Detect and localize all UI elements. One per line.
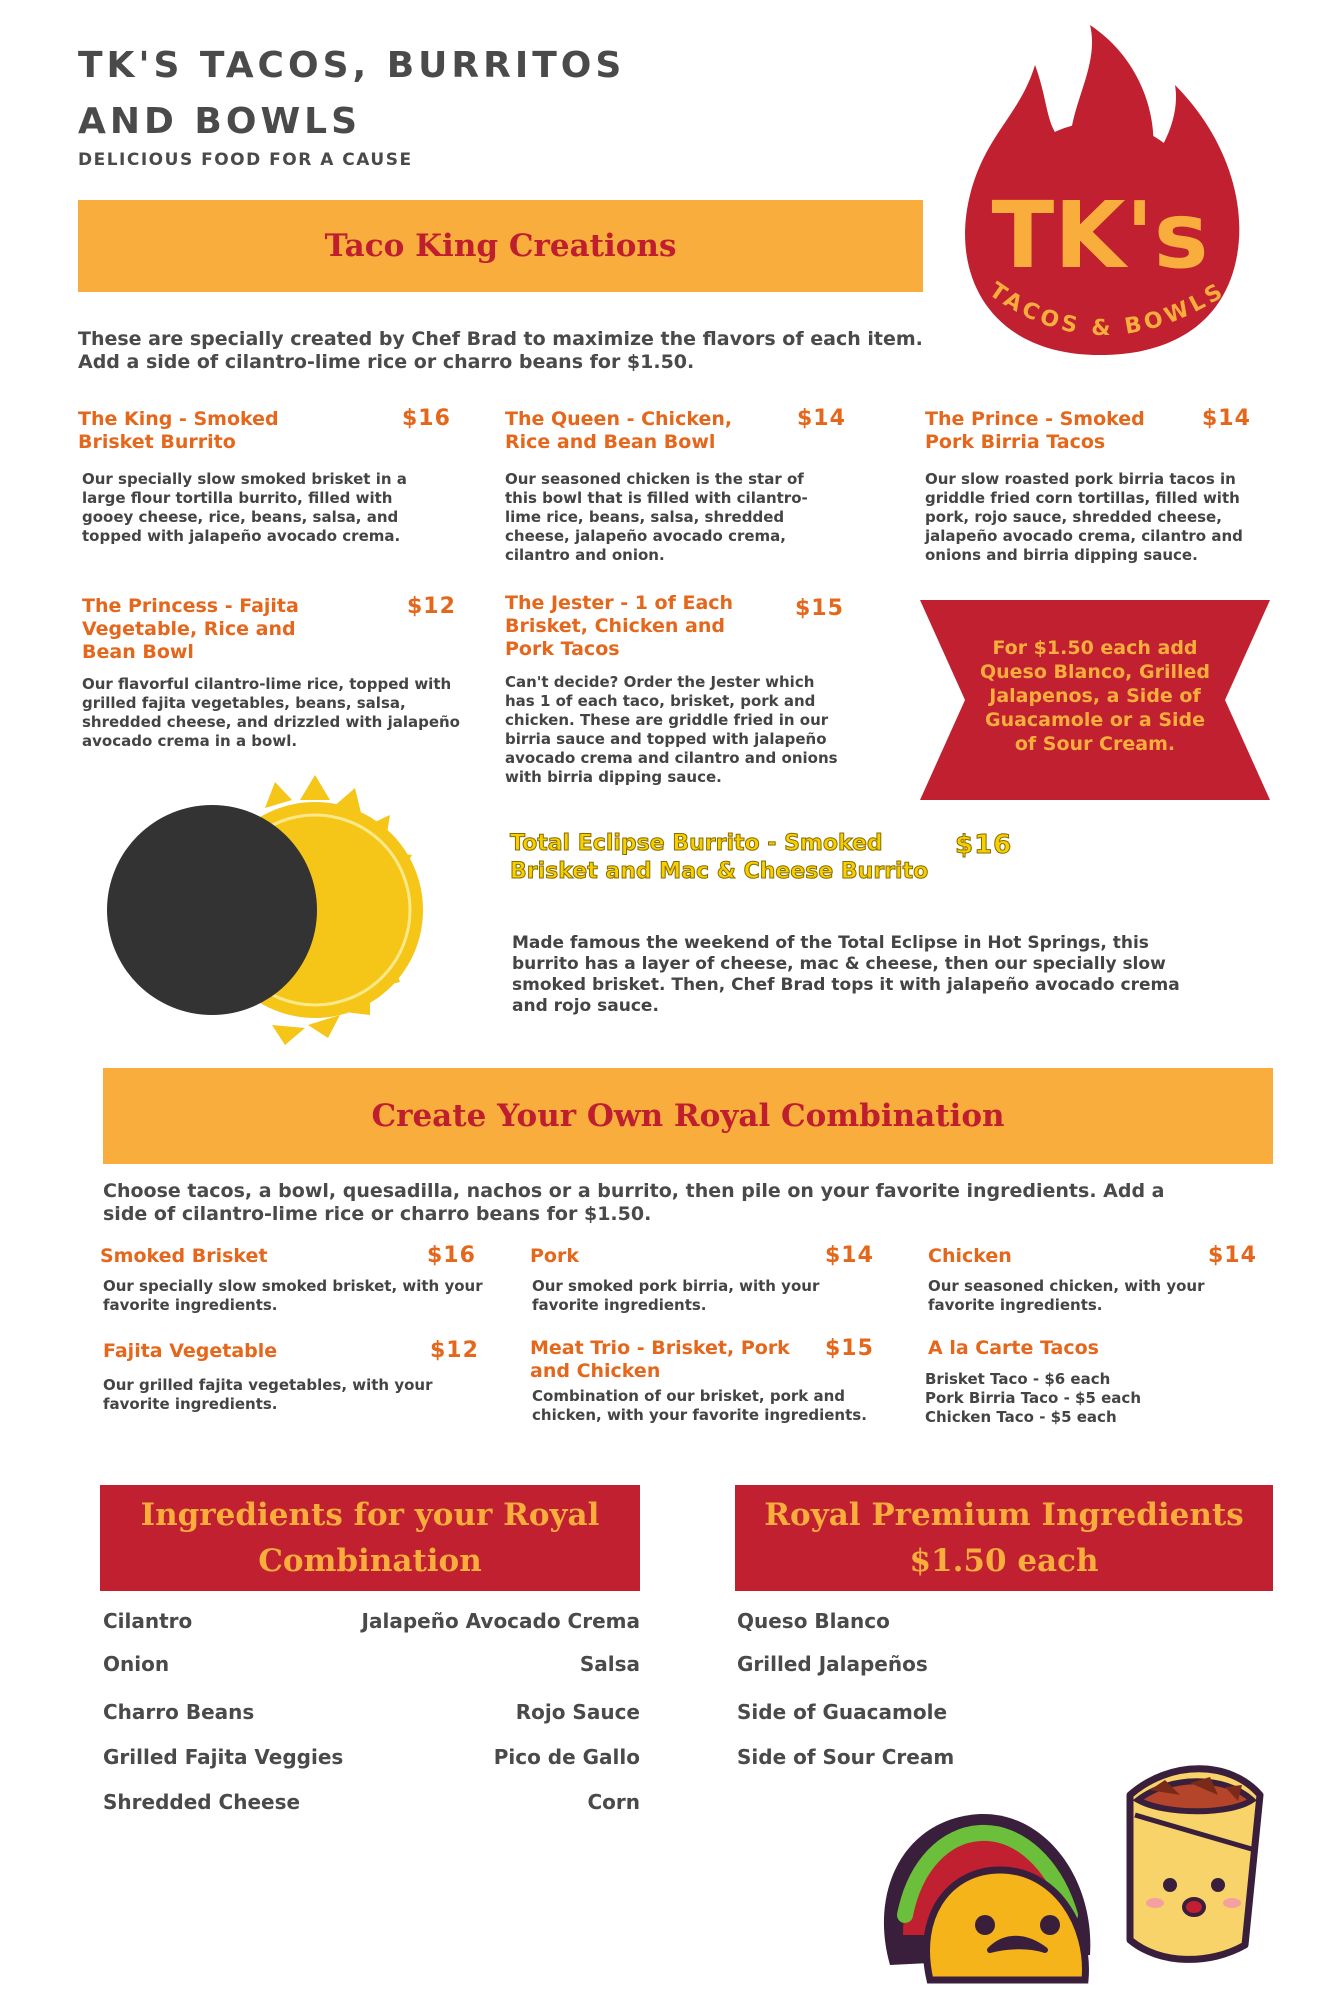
ingredient-left: Onion [103, 1652, 170, 1676]
item-king-desc: Our specially slow smoked brisket in a large flour tortilla burrito, filled with gooey cheese, rice, beans, salsa, and topped with jalapeño avocado crema. [82, 470, 407, 545]
taco-mascot-icon [860, 1775, 1110, 1995]
combo-trio-name: Meat Trio - Brisket, Pork and Chicken [530, 1337, 790, 1382]
item-king-price: $16 [402, 406, 451, 431]
alacarte-line: Chicken Taco - $5 each [925, 1408, 1117, 1426]
item-queen-price: $14 [797, 406, 846, 431]
combo-fajita-desc: Our grilled fajita vegetables, with your favorite ingredients. [103, 1376, 433, 1413]
alacarte-list [925, 1370, 1245, 1427]
alacarte-line: Brisket Taco - $6 each [925, 1370, 1111, 1388]
creations-intro: These are specially created by Chef Brad to maximize the flavors of each item. Add a side of cilantro-lime rice or charro beans for $1.50. [78, 328, 923, 373]
item-princess-price: $12 [407, 594, 456, 619]
premium-item: Side of Sour Cream [737, 1745, 955, 1769]
premium-banner [735, 1485, 1273, 1591]
combo-fajita-name: Fajita Vegetable [103, 1340, 278, 1362]
addon-text: For $1.50 each add Queso Blanco, Grilled Jalapenos, a Side of Guacamole or a Side of Sour Cream. [979, 637, 1211, 755]
addon-ribbon [920, 600, 1270, 800]
logo-text: TK's [991, 182, 1209, 289]
combo-brisket-desc: Our specially slow smoked brisket, with your favorite ingredients. [103, 1277, 483, 1314]
ingredient-right: Salsa [579, 1652, 640, 1676]
item-princess-name: The Princess - Fajita Vegetable, Rice and Bean Bowl [82, 595, 299, 663]
alacarte-title: A la Carte Tacos [928, 1337, 1099, 1359]
ingredient-right: Pico de Gallo [493, 1745, 640, 1769]
combo-pork-desc: Our smoked pork birria, with your favorite ingredients. [532, 1277, 820, 1314]
premium-item: Side of Guacamole [737, 1700, 948, 1724]
item-eclipse-desc: Made famous the weekend of the Total Eclipse in Hot Springs, this burrito has a layer of cheese, mac & cheese, then our specially slow smoked brisket. Then, Chef Brad tops it with jalapeño avocado crema and rojo sauce. [512, 933, 1180, 1016]
item-jester-desc: Can't decide? Order the Jester which has 1 of each taco, brisket, pork and chicken. These are griddle fried in our birria sauce and topped with jalapeño avocado crema and cilantro and onions with birria dipping sauce. [505, 673, 838, 786]
burrito-mascot-icon [1110, 1755, 1270, 1965]
combo-pork-price: $14 [825, 1243, 874, 1268]
eclipse-icon [100, 770, 430, 1050]
ingredients-banner-line2: Combination [258, 1543, 482, 1579]
combo-chicken-name: Chicken [928, 1245, 1012, 1267]
creations-banner [78, 200, 923, 292]
item-prince-desc: Our slow roasted pork birria tacos in griddle fried corn tortillas, filled with pork, rojo sauce, shredded cheese, jalapeño avocado crema, cilantro and onions and birria dipping sauce. [925, 470, 1243, 564]
item-jester-price: $15 [795, 596, 844, 621]
ingredient-left: Charro Beans [103, 1700, 255, 1724]
ingredient-right: Rojo Sauce [515, 1700, 640, 1724]
ingredient-right: Jalapeño Avocado Crema [361, 1609, 640, 1633]
combination-banner-title: Create Your Own Royal Combination [371, 1098, 1005, 1134]
item-jester-name: The Jester - 1 of Each Brisket, Chicken and Pork Tacos [505, 592, 734, 660]
combo-pork-name: Pork [530, 1245, 579, 1267]
premium-banner-line2: $1.50 each [909, 1543, 1099, 1579]
item-prince-name: The Prince - Smoked Pork Birria Tacos [925, 408, 1145, 453]
item-eclipse-price: $16 [955, 830, 1013, 860]
item-queen-name: The Queen - Chicken, Rice and Bean Bowl [505, 408, 733, 453]
combo-brisket-price: $16 [427, 1243, 476, 1268]
page-title: TK'S TACOS, BURRITOS AND BOWLS [78, 45, 626, 142]
combo-chicken-desc: Our seasoned chicken, with your favorite ingredients. [928, 1277, 1205, 1314]
combination-intro: Choose tacos, a bowl, quesadilla, nachos or a burrito, then pile on your favorite ingredients. Add a side of cilantro-lime rice or charro beans for $1.50. [103, 1180, 1165, 1225]
item-queen-desc: Our seasoned chicken is the star of this bowl that is filled with cilantro-lime rice, beans, salsa, shredded cheese, jalapeño avocado crema, cilantro and onion. [505, 470, 808, 564]
premium-item: Queso Blanco [737, 1609, 890, 1633]
combo-chicken-price: $14 [1208, 1243, 1257, 1268]
tks-logo [950, 25, 1250, 365]
ingredients-banner-line1: Ingredients for your Royal [140, 1497, 600, 1533]
logo-subtext: TACOS & BOWLS [984, 277, 1231, 342]
item-eclipse-name: Total Eclipse Burrito - Smoked Brisket and Mac & Cheese Burrito [510, 831, 929, 884]
premium-item: Grilled Jalapeños [737, 1652, 928, 1676]
ingredient-left: Cilantro [103, 1609, 193, 1633]
combination-banner [103, 1068, 1273, 1164]
combo-trio-price: $15 [825, 1336, 874, 1361]
combo-fajita-price: $12 [430, 1338, 479, 1363]
premium-banner-line1: Royal Premium Ingredients [764, 1497, 1244, 1533]
ingredient-right: Corn [587, 1790, 640, 1814]
combo-trio-desc: Combination of our brisket, pork and chicken, with your favorite ingredients. [532, 1387, 867, 1424]
alacarte-line: Pork Birria Taco - $5 each [925, 1389, 1141, 1407]
ingredient-left: Grilled Fajita Veggies [103, 1745, 344, 1769]
item-king-name: The King - Smoked Brisket Burrito [78, 408, 279, 453]
item-prince-price: $14 [1202, 406, 1251, 431]
item-princess-desc: Our flavorful cilantro-lime rice, topped with grilled fajita vegetables, beans, salsa, shredded cheese, and drizzled with jalapeño avocado crema in a bowl. [82, 675, 460, 750]
combo-brisket-name: Smoked Brisket [100, 1245, 268, 1267]
ingredient-left: Shredded Cheese [103, 1790, 301, 1814]
tagline: DELICIOUS FOOD FOR A CAUSE [78, 150, 413, 170]
ingredients-banner [100, 1485, 640, 1591]
creations-banner-title: Taco King Creations [324, 228, 677, 264]
